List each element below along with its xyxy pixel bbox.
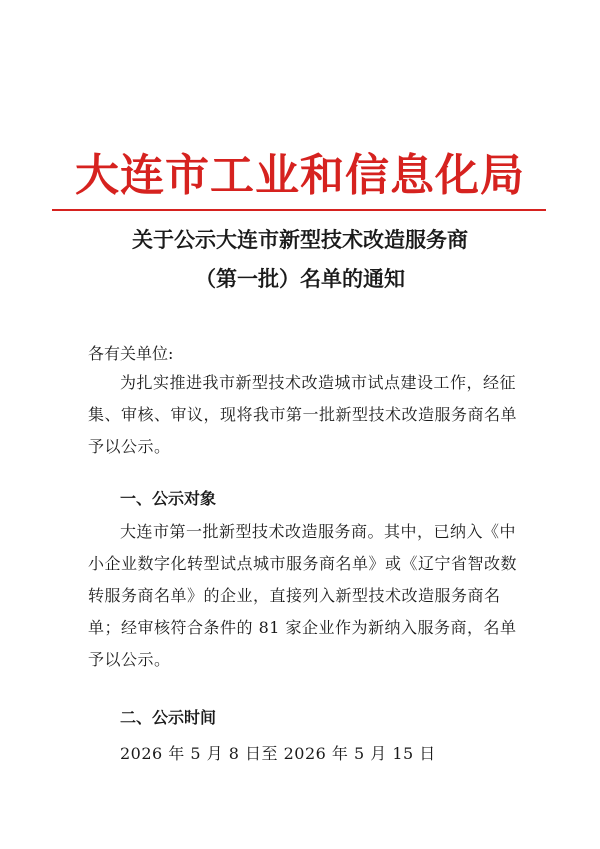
notice-title-line2: （第一批）名单的通知	[195, 266, 405, 291]
intro-paragraph: 为扎实推进我市新型技术改造城市试点建设工作，经征集、审核、审议，现将我市第一批新型技术改造服务商名单予以公示。	[88, 373, 518, 456]
salutation: 各有关单位:	[88, 344, 174, 363]
agency-header: 大连市工业和信息化局	[75, 150, 525, 201]
notice-title-line1: 关于公示大连市新型技术改造服务商	[132, 227, 468, 252]
section2-body: 2026 年 5 月 8 日至 2026 年 5 月 15 日	[120, 744, 436, 763]
section1-heading: 一、公示对象	[120, 489, 217, 508]
section2-heading: 二、公示时间	[120, 708, 217, 727]
red-divider-line	[52, 209, 546, 211]
section1-body: 大连市第一批新型技术改造服务商。其中，已纳入《中小企业数字化转型试点城市服务商名单》或《辽宁省智改数转服务商名单》的企业，直接列入新型技术改造服务商名单；经审核符合条件的 81 家企业作为新纳入服务商，名单予以公示。	[88, 522, 518, 669]
